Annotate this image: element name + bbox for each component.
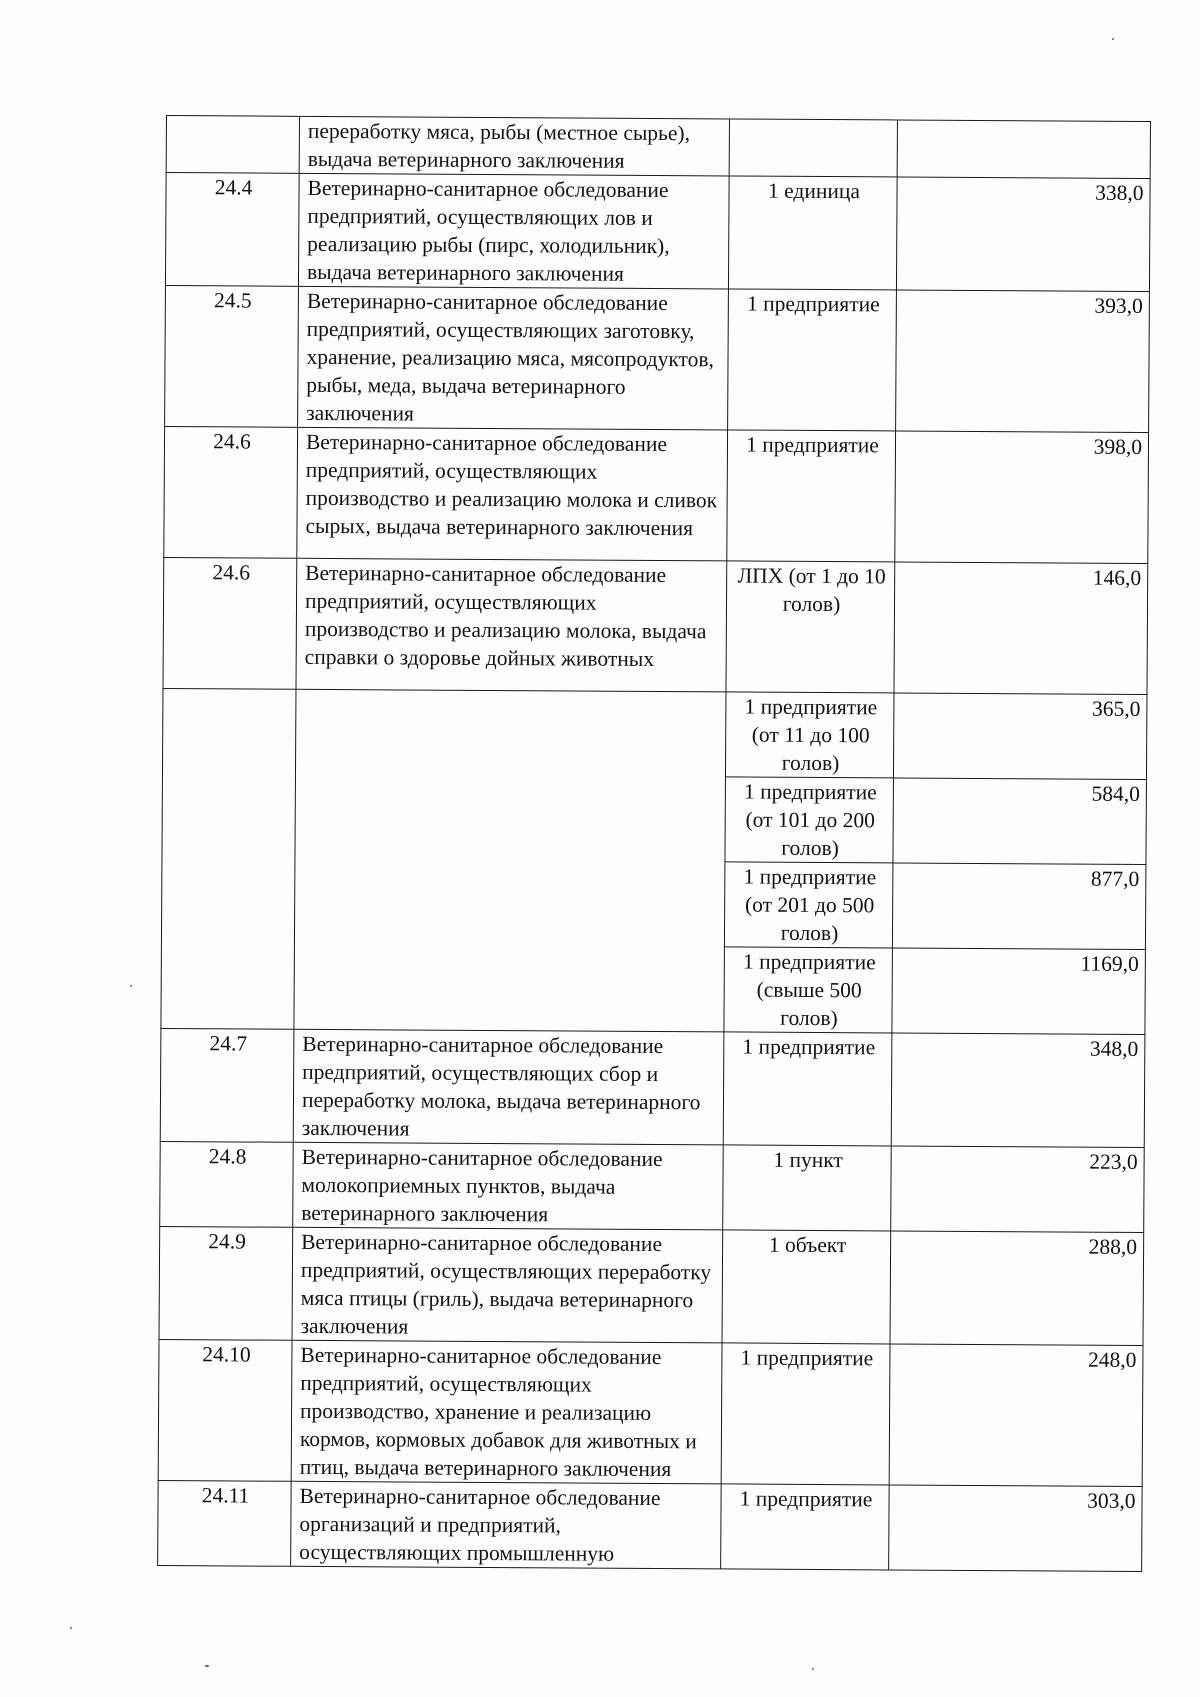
service-description: Ветеринарно-санитарное обследование предприятий, осуществляющих производство и реализацию молока и сливок сырых, выдача ветеринарного заключения — [297, 427, 728, 561]
tariff-table — [157, 115, 1151, 1572]
table-row — [163, 557, 1148, 694]
unit-of-measure: 1 пункт — [723, 1145, 892, 1231]
service-description: переработку мяса, рыбы (местное сырье), выдача ветеринарного заключения — [299, 116, 729, 176]
price-value: 248,0 — [889, 1344, 1143, 1487]
table-row — [164, 426, 1149, 563]
price-value: 393,0 — [896, 290, 1150, 433]
price-value: 398,0 — [895, 431, 1149, 564]
row-number: 24.5 — [165, 285, 299, 427]
unit-of-measure: 1 предприятие (от 101 до 200 голов) — [725, 777, 894, 863]
unit-of-measure: 1 предприятие (свыше 500 голов) — [724, 947, 893, 1033]
unit-of-measure: 1 предприятие — [721, 1484, 890, 1570]
row-number: 24.4 — [165, 173, 299, 287]
row-number: 24.11 — [158, 1480, 292, 1566]
scan-speck — [812, 1668, 814, 1670]
scan-speck — [130, 985, 132, 987]
service-description — [294, 689, 726, 1032]
price-value: 348,0 — [891, 1033, 1145, 1148]
unit-of-measure: 1 предприятие — [728, 289, 897, 431]
unit-of-measure — [729, 119, 897, 177]
row-number: 24.8 — [160, 1141, 294, 1227]
price-value: 338,0 — [896, 177, 1150, 292]
unit-of-measure: 1 объект — [722, 1230, 891, 1344]
service-description: Ветеринарно-санитарное обследование предприятий, осуществляющих сбор и переработку молока, выдача ветеринарного заключения — [293, 1029, 724, 1145]
table-row — [158, 1480, 1143, 1571]
price-value: 877,0 — [892, 863, 1146, 950]
scan-speck — [205, 1665, 209, 1667]
unit-of-measure: 1 предприятие (от 201 до 500 голов) — [724, 862, 893, 948]
service-description: Ветеринарно-санитарное обследование предприятий, осуществляющих лов и реализацию рыбы (пирс, холодильник), выдача ветеринарного заключения — [298, 173, 729, 289]
price-value: 146,0 — [894, 562, 1148, 695]
price-value: 303,0 — [889, 1485, 1143, 1572]
row-number: 24.6 — [164, 426, 298, 558]
table-row — [165, 285, 1150, 432]
row-number: 24.6 — [163, 557, 297, 689]
price-value: 223,0 — [891, 1146, 1145, 1233]
row-number — [161, 688, 296, 1029]
unit-of-measure: 1 предприятие — [727, 430, 896, 562]
price-value: 288,0 — [890, 1231, 1144, 1346]
unit-of-measure: 1 предприятие — [721, 1343, 890, 1485]
table-row — [162, 688, 1147, 779]
unit-of-measure: ЛПХ (от 1 до 10 голов) — [726, 561, 895, 693]
price-value — [897, 120, 1150, 179]
table-row — [158, 1339, 1143, 1486]
row-number: 24.10 — [158, 1339, 292, 1481]
table-row — [166, 116, 1150, 179]
table-row — [165, 173, 1150, 292]
price-value: 365,0 — [893, 693, 1147, 780]
service-description: Ветеринарно-санитарное обследование предприятий, осуществляющих производство, хранение и реализацию кормов, кормовых добавок для животных и птиц, выдача ветеринарного заключения — [291, 1340, 722, 1484]
price-value: 584,0 — [893, 778, 1147, 865]
unit-of-measure: 1 единица — [728, 176, 897, 290]
service-description: Ветеринарно-санитарное обследование предприятий, осуществляющих производство и реализацию молока, выдача справки о здоровье дойных животных — [296, 558, 727, 692]
table-row — [160, 1028, 1145, 1147]
scan-speck — [1112, 38, 1114, 40]
row-number: 24.9 — [159, 1226, 293, 1340]
unit-of-measure: 1 предприятие (от 11 до 100 голов) — [725, 692, 894, 778]
table-row — [160, 1141, 1145, 1232]
service-description: Ветеринарно-санитарное обследование организаций и предприятий, осуществляющих промышленную — [291, 1481, 722, 1569]
service-description: Ветеринарно-санитарное обследование предприятий, осуществляющих переработку мяса птицы (гриль), выдача ветеринарного заключения — [292, 1227, 723, 1343]
service-description: Ветеринарно-санитарное обследование молокоприемных пунктов, выдача ветеринарного заключения — [293, 1142, 724, 1230]
unit-of-measure: 1 предприятие — [723, 1032, 892, 1146]
scan-speck — [70, 1627, 72, 1629]
table-row — [159, 1226, 1144, 1345]
service-description: Ветеринарно-санитарное обследование предприятий, осуществляющих заготовку, хранение, реализацию мяса, мясопродуктов, рыбы, меда, выдача ветеринарного заключения — [298, 286, 729, 430]
row-number: 24.7 — [160, 1028, 294, 1142]
row-number — [166, 116, 299, 174]
price-value: 1169,0 — [892, 948, 1146, 1035]
